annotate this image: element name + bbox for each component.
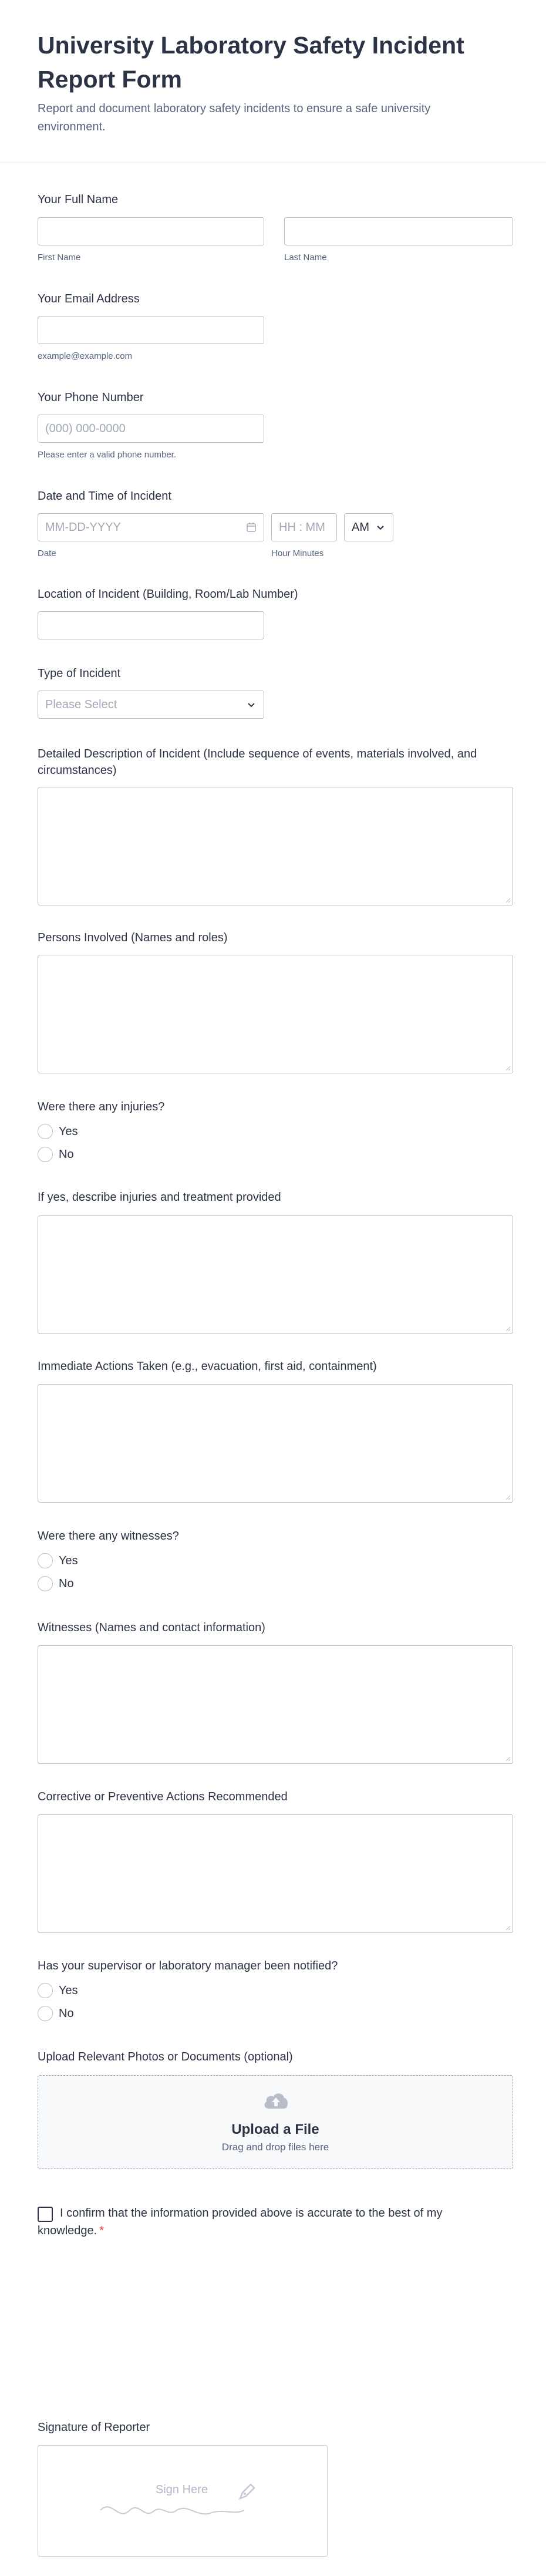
signature-pad[interactable] xyxy=(38,2445,328,2557)
radio-button[interactable] xyxy=(38,1124,53,1139)
upload-title: Upload a File xyxy=(231,2122,319,2137)
location-field xyxy=(38,586,513,642)
type-placeholder: Please Select xyxy=(45,698,117,711)
last-name-input[interactable] xyxy=(284,217,513,245)
injury-details-field xyxy=(38,1189,513,1336)
type-select[interactable] xyxy=(38,691,264,719)
injuries-yes-option[interactable] xyxy=(38,1124,78,1139)
injuries-no-option[interactable] xyxy=(38,1147,74,1162)
form-title: University Laboratory Safety Incident Report Form xyxy=(38,32,464,93)
first-name-sublabel: First Name xyxy=(38,252,81,262)
time-sublabel: Hour Minutes xyxy=(271,548,324,558)
actions-field xyxy=(38,1358,513,1505)
location-label: Location of Incident (Building, Room/Lab Number) xyxy=(38,588,298,601)
description-label: Detailed Description of Incident (Include sequence of events, materials involved, and circumstances) xyxy=(38,747,477,777)
injury-details-textarea[interactable] xyxy=(38,1215,513,1334)
first-name-input[interactable] xyxy=(38,217,264,245)
persons-field xyxy=(38,930,513,1076)
radio-label: No xyxy=(59,2006,74,2020)
required-mark: * xyxy=(99,2224,104,2237)
type-field xyxy=(38,665,513,721)
corrective-label: Corrective or Preventive Actions Recommended xyxy=(38,1790,288,1803)
date-input[interactable] xyxy=(38,513,264,541)
full-name-field xyxy=(38,191,513,274)
witnesses-no-option[interactable] xyxy=(38,1576,74,1591)
notified-no-option[interactable] xyxy=(38,2006,74,2021)
pen-icon xyxy=(237,2481,258,2502)
witnesses-yes-option[interactable] xyxy=(38,1553,78,1568)
upload-label: Upload Relevant Photos or Documents (optional) xyxy=(38,2050,293,2063)
confirm-text: I confirm that the information provided above is accurate to the best of my knowledge. xyxy=(38,2207,443,2237)
corrective-textarea[interactable] xyxy=(38,1814,513,1933)
radio-label: No xyxy=(59,1147,74,1161)
resize-grip-icon[interactable] xyxy=(505,1326,511,1332)
last-name-sublabel: Last Name xyxy=(284,252,327,262)
radio-label: Yes xyxy=(59,1984,78,1997)
description-textarea[interactable] xyxy=(38,787,513,905)
notified-label: Has your supervisor or laboratory manager been notified? xyxy=(38,1959,338,1972)
date-placeholder: MM-DD-YYYY xyxy=(45,521,121,534)
email-sublabel: example@example.com xyxy=(38,351,133,361)
phone-label: Your Phone Number xyxy=(38,391,144,404)
injury-details-label: If yes, describe injuries and treatment provided xyxy=(38,1191,281,1204)
resize-grip-icon[interactable] xyxy=(505,1756,511,1762)
calendar-icon[interactable] xyxy=(246,522,257,533)
date-sublabel: Date xyxy=(38,548,56,558)
radio-label: Yes xyxy=(59,1124,78,1138)
persons-textarea[interactable] xyxy=(38,955,513,1073)
signature-label: Signature of Reporter xyxy=(38,2421,150,2434)
radio-label: No xyxy=(59,1577,74,1590)
form-subtitle: Report and document laboratory safety incidents to ensure a safe university environment. xyxy=(38,102,431,133)
notified-field xyxy=(38,1958,513,2022)
corrective-field xyxy=(38,1789,513,1935)
chevron-down-icon xyxy=(375,522,386,533)
witnesses-question-label: Were there any witnesses? xyxy=(38,1530,179,1543)
chevron-down-icon xyxy=(246,699,257,710)
time-input[interactable] xyxy=(271,513,337,541)
radio-button[interactable] xyxy=(38,1553,53,1568)
witnesses-textarea[interactable] xyxy=(38,1645,513,1764)
file-upload-dropzone[interactable] xyxy=(38,2075,513,2169)
radio-button[interactable] xyxy=(38,1147,53,1162)
phone-placeholder: (000) 000-0000 xyxy=(45,422,126,435)
time-placeholder: HH : MM xyxy=(279,521,325,534)
phone-input[interactable] xyxy=(38,415,264,443)
actions-textarea[interactable] xyxy=(38,1384,513,1503)
description-field xyxy=(38,746,513,907)
ampm-select[interactable] xyxy=(344,513,393,541)
upload-field xyxy=(38,2049,513,2175)
datetime-field xyxy=(38,488,513,567)
phone-sublabel: Please enter a valid phone number. xyxy=(38,450,176,460)
ampm-value: AM xyxy=(352,521,369,534)
form-header xyxy=(0,0,546,163)
signature-field xyxy=(38,2419,513,2576)
injuries-field xyxy=(38,1099,513,1163)
resize-grip-icon[interactable] xyxy=(505,897,511,903)
injuries-label: Were there any injuries? xyxy=(38,1100,165,1113)
resize-grip-icon[interactable] xyxy=(505,1494,511,1500)
radio-button[interactable] xyxy=(38,2006,53,2021)
witnesses-question-field xyxy=(38,1528,513,1592)
actions-label: Immediate Actions Taken (e.g., evacuation, first aid, containment) xyxy=(38,1360,377,1373)
location-input[interactable] xyxy=(38,611,264,639)
radio-button[interactable] xyxy=(38,1576,53,1591)
notified-yes-option[interactable] xyxy=(38,1983,78,1998)
phone-field xyxy=(38,389,513,466)
upload-hint: Drag and drop files here xyxy=(221,2141,329,2153)
signature-placeholder: Sign Here xyxy=(156,2483,208,2496)
email-label: Your Email Address xyxy=(38,292,140,305)
witnesses-field xyxy=(38,1619,513,1766)
full-name-label: Your Full Name xyxy=(38,193,119,206)
persons-label: Persons Involved (Names and roles) xyxy=(38,931,228,944)
datetime-label: Date and Time of Incident xyxy=(38,490,171,503)
cloud-upload-icon xyxy=(262,2090,290,2111)
resize-grip-icon[interactable] xyxy=(505,1925,511,1931)
email-field xyxy=(38,291,513,367)
confirm-text-wrap xyxy=(38,2204,460,2240)
email-input[interactable] xyxy=(38,316,264,344)
confirm-field xyxy=(38,2204,513,2242)
witnesses-label: Witnesses (Names and contact information) xyxy=(38,1621,265,1634)
radio-label: Yes xyxy=(59,1554,78,1567)
type-label: Type of Incident xyxy=(38,667,121,680)
radio-button[interactable] xyxy=(38,1983,53,1998)
resize-grip-icon[interactable] xyxy=(505,1065,511,1071)
